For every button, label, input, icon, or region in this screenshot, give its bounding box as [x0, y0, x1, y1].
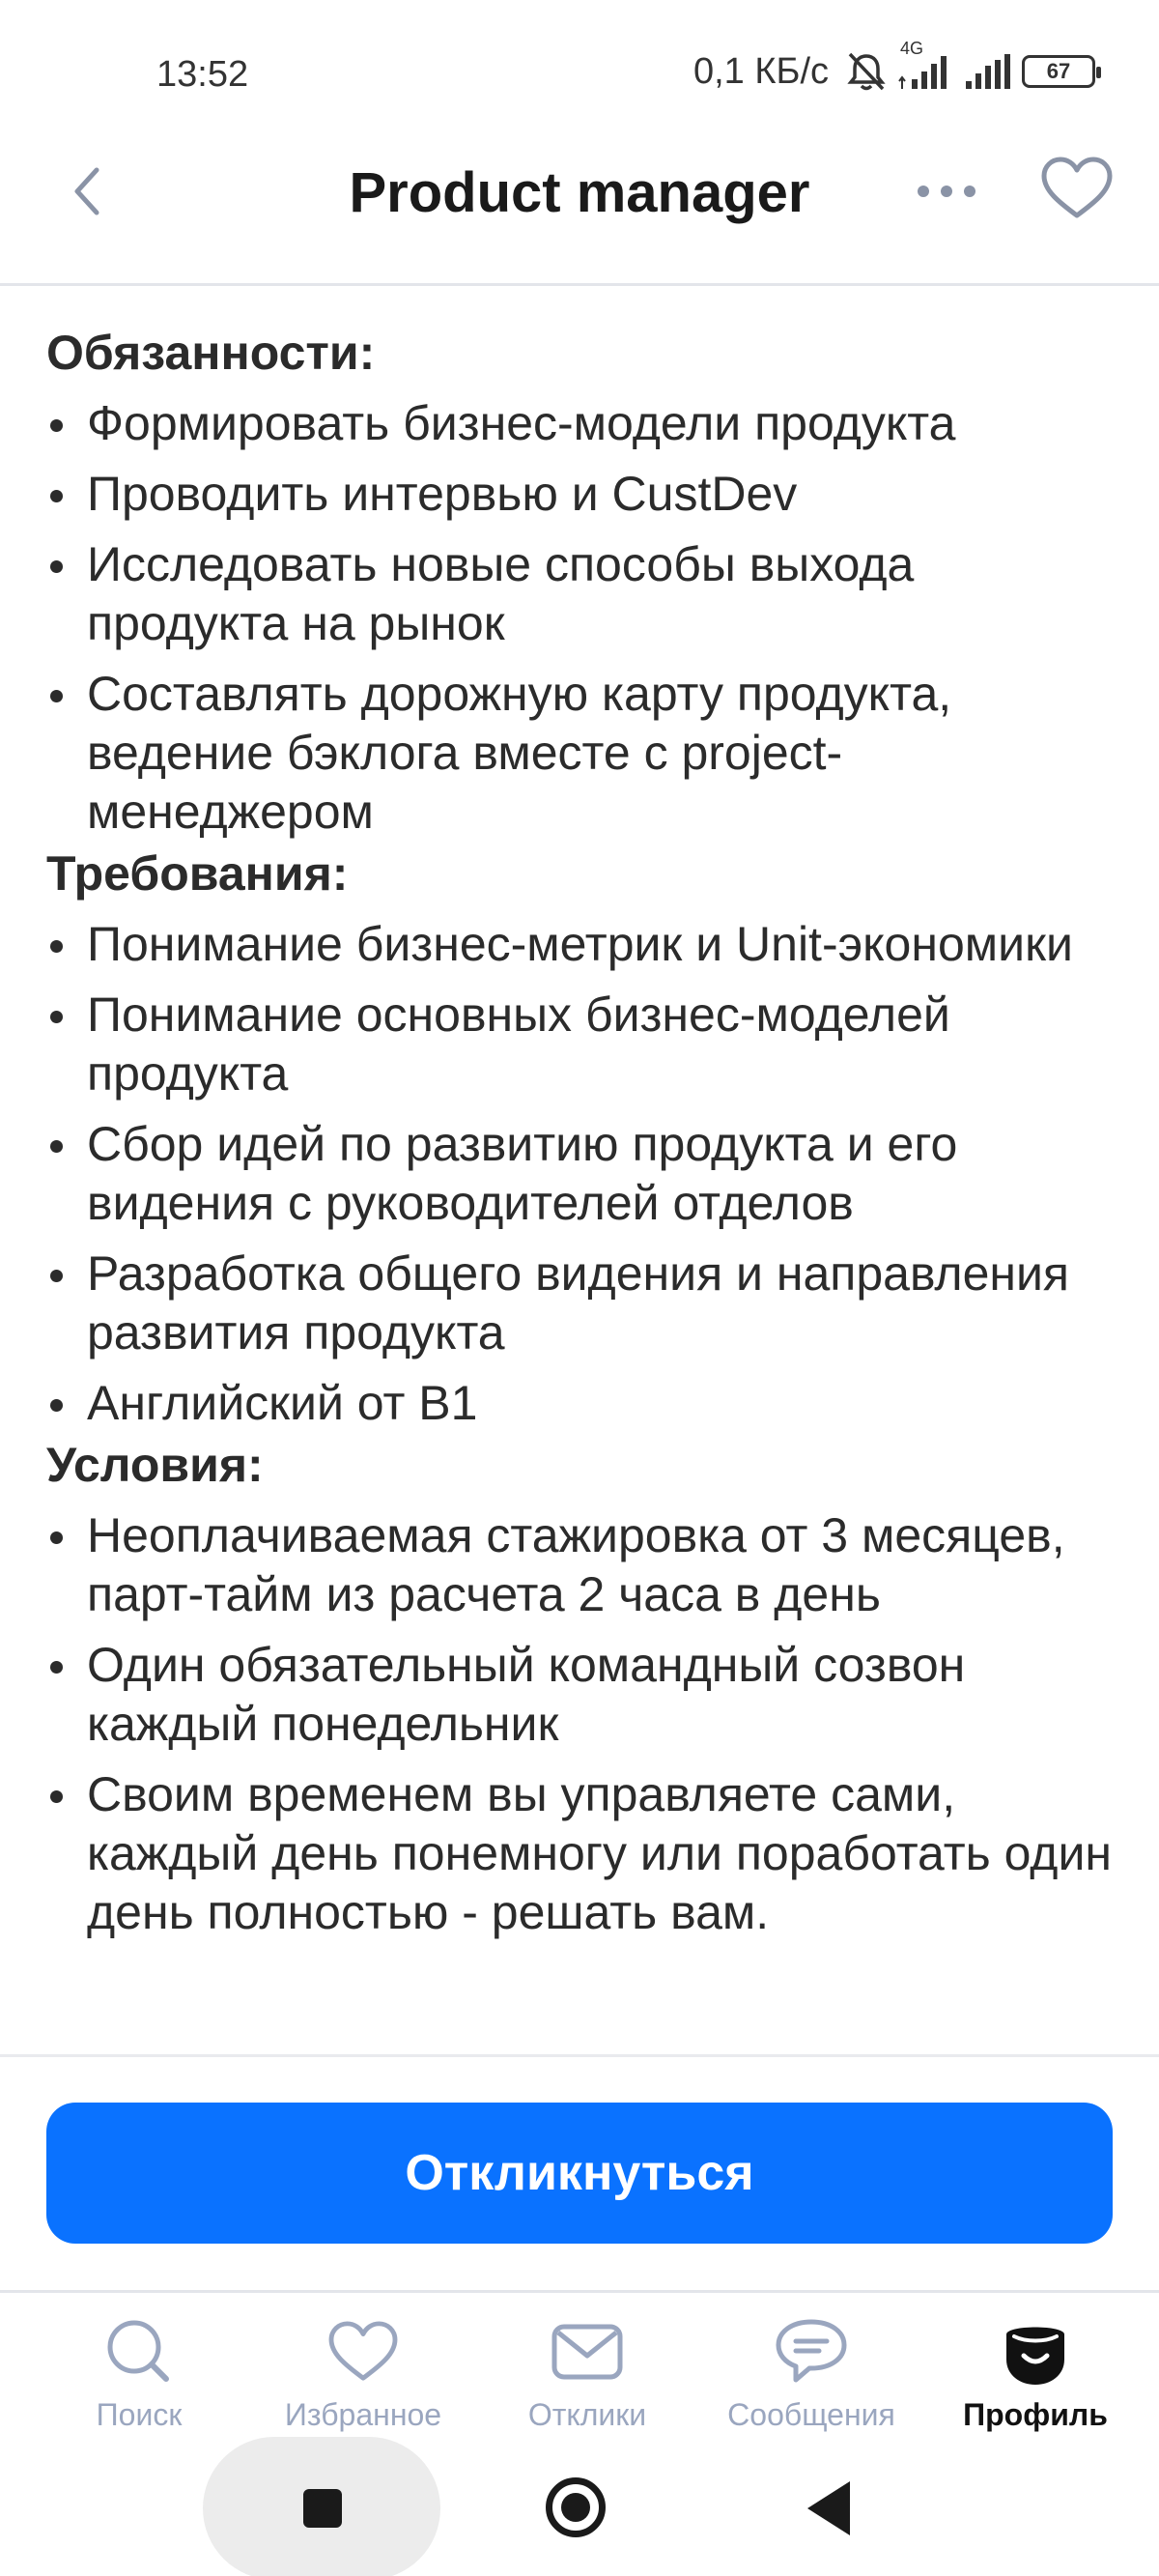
mute-bell-icon: [844, 50, 889, 93]
nav-label: Поиск: [96, 2397, 183, 2432]
nav-item-responses[interactable]: [491, 2293, 684, 2435]
search-icon: [104, 2314, 174, 2390]
list-item: Понимание основных бизнес-моделей продукта: [46, 986, 1120, 1103]
signal-icon: [962, 52, 1012, 91]
home-circle-icon[interactable]: [546, 2477, 606, 2537]
network-speed: 0,1 КБ/с: [693, 50, 829, 92]
section-title-requirements: Требования:: [46, 846, 349, 901]
nav-item-search[interactable]: [42, 2293, 236, 2435]
list-item: Проводить интервью и CustDev: [46, 465, 1120, 524]
page-title: Product manager: [349, 161, 810, 224]
bottom-navigation: [0, 2290, 1159, 2435]
divider: [0, 2054, 1159, 2057]
heart-icon: [326, 2314, 400, 2390]
nav-item-profile[interactable]: [939, 2293, 1132, 2435]
nav-item-messages[interactable]: [715, 2293, 908, 2435]
list-item: Исследовать новые способы выхода продукта на рынок: [46, 535, 1120, 653]
recents-square-icon[interactable]: [303, 2489, 342, 2528]
more-options-button[interactable]: [908, 153, 985, 230]
top-app-bar: [0, 135, 1159, 286]
nav-label: Избранное: [284, 2397, 442, 2432]
list-item: Английский от B1: [46, 1374, 1120, 1433]
section-title-conditions: Условия:: [46, 1438, 264, 1492]
battery-icon: 67: [1022, 55, 1095, 88]
back-triangle-icon[interactable]: [807, 2481, 850, 2535]
nav-label: Профиль: [963, 2397, 1108, 2432]
list-item: Сбор идей по развитию продукта и его видения с руководителей отделов: [46, 1115, 1120, 1233]
list-item: Составлять дорожную карту продукта, ведение бэклога вместе с project-менеджером: [46, 665, 1120, 842]
requirements-list: [46, 915, 1120, 1433]
nav-label: Отклики: [527, 2397, 647, 2432]
profile-icon: [1001, 2314, 1070, 2390]
list-item: Своим временем вы управляете сами, каждый день понемногу или поработать один день полностью - решать вам.: [46, 1765, 1120, 1942]
list-item: Один обязательный командный созвон каждый понедельник: [46, 1636, 1120, 1754]
status-time: 13:52: [156, 54, 249, 95]
signal-4g-icon: 4G: [898, 52, 952, 91]
system-navigation-bar: [0, 2435, 1159, 2576]
nav-label: Сообщения: [727, 2397, 895, 2432]
list-item: Разработка общего видения и направления развития продукта: [46, 1245, 1120, 1362]
apply-button[interactable]: Откликнуться: [46, 2103, 1113, 2244]
favorite-button[interactable]: [1033, 145, 1120, 232]
heart-icon: [1039, 156, 1115, 221]
status-bar: [0, 0, 1159, 135]
nav-item-favorites[interactable]: [267, 2293, 460, 2435]
conditions-list: [46, 1506, 1120, 1942]
duties-list: [46, 394, 1120, 842]
vacancy-description[interactable]: [0, 290, 1159, 2056]
envelope-icon: [551, 2314, 624, 2390]
section-title-duties: Обязанности:: [46, 326, 376, 380]
more-dots-icon: [916, 184, 977, 199]
status-icons: [693, 39, 1095, 93]
list-item: Понимание бизнес-метрик и Unit-экономики: [46, 915, 1120, 974]
chat-bubble-icon: [775, 2314, 848, 2390]
list-item: Неоплачиваемая стажировка от 3 месяцев, парт-тайм из расчета 2 часа в день: [46, 1506, 1120, 1624]
list-item: Формировать бизнес-модели продукта: [46, 394, 1120, 453]
